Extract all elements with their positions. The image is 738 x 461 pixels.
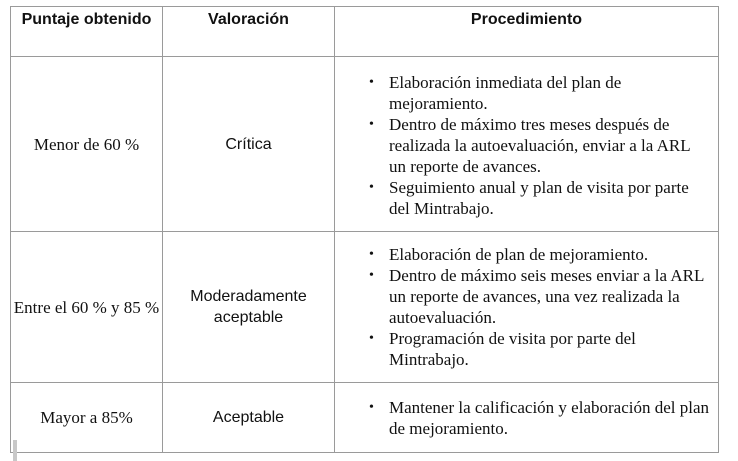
page-margin-marker	[13, 440, 17, 461]
bullet-icon: •	[369, 400, 374, 415]
list-item	[369, 328, 710, 370]
header-procedure: Procedimiento	[335, 7, 719, 57]
procedure-cell	[335, 232, 719, 383]
bullet-icon: •	[369, 179, 374, 195]
step-text: Elaboración inmediata del plan de mejoramiento.	[389, 72, 622, 113]
rating-cell: Crítica	[163, 57, 335, 232]
bullet-icon: •	[369, 247, 374, 262]
procedure-list	[335, 72, 718, 219]
step-text: Elaboración de plan de mejoramiento.	[389, 245, 649, 264]
evaluation-table	[10, 6, 719, 453]
list-item	[369, 177, 710, 219]
step-text: Programación de visita por parte del Mintrabajo.	[389, 329, 636, 369]
procedure-cell	[335, 57, 719, 232]
list-item	[369, 397, 710, 439]
rating-cell: Aceptable	[163, 383, 335, 453]
bullet-icon: •	[369, 331, 374, 346]
list-item	[369, 265, 710, 328]
header-row	[11, 7, 719, 57]
rating-cell: Moderadamente aceptable	[163, 232, 335, 383]
bullet-icon: •	[369, 74, 374, 90]
score-cell: Menor de 60 %	[11, 57, 163, 232]
score-cell: Mayor a 85%	[11, 383, 163, 453]
step-text: Seguimiento anual y plan de visita por parte del Mintrabajo.	[389, 177, 689, 218]
bullet-icon: •	[369, 116, 374, 132]
header-rating: Valoración	[163, 7, 335, 57]
procedure-list	[335, 244, 718, 370]
step-text: Mantener la calificación y elaboración del plan de mejoramiento.	[389, 398, 710, 438]
list-item	[369, 244, 710, 265]
table-row	[11, 232, 719, 383]
table-row	[11, 57, 719, 232]
list-item	[369, 72, 710, 114]
score-cell: Entre el 60 % y 85 %	[11, 232, 163, 383]
bullet-icon: •	[369, 268, 374, 283]
list-item	[369, 114, 710, 177]
table-row	[11, 383, 719, 453]
step-text: Dentro de máximo tres meses después de realizada la autoevaluación, enviar a la ARL un reporte de avances.	[389, 114, 690, 176]
step-text: Dentro de máximo seis meses enviar a la ARL un reporte de avances, una vez realizada la autoevaluación.	[389, 266, 704, 327]
procedure-list	[335, 397, 718, 439]
procedure-cell	[335, 383, 719, 453]
header-score: Puntaje obtenido	[11, 7, 163, 57]
